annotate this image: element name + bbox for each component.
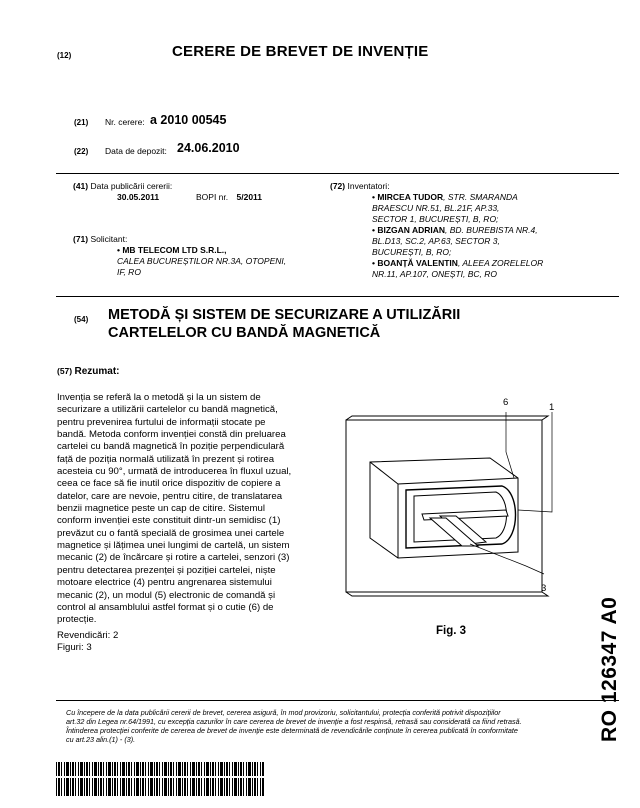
barcode: [56, 762, 264, 796]
abstract-label: Rezumat:: [74, 366, 120, 377]
invention-title: [108, 306, 460, 342]
inventor-3: [372, 258, 543, 280]
inventor-address-line: BL.D13, SC.2, AP.63, SECTOR 3,: [372, 236, 500, 246]
footnote-line: cu art.23 alin.(1) - (3).: [66, 735, 136, 744]
abstract-line: pentru prevenirea furtului de informații stocate pe: [57, 416, 266, 428]
barcode-gap: [56, 776, 264, 778]
inventor-address-line: BRAESCU NR.51, BL.21F, AP.33,: [372, 203, 500, 213]
application-number-value: a 2010 00545: [150, 113, 227, 127]
inventor-address-line: SECTOR 1, BUCUREȘTI, B, RO;: [372, 214, 499, 224]
footnote-line: art.32 din Legea nr.64/1991, cu excepția cazurilor în care cererea de brevet de invenție a fost respinsă, retrasă sau considerată ca fiind retrasă.: [66, 717, 522, 726]
bopi-label: BOPI nr.: [196, 192, 229, 202]
claims-summary: [57, 630, 118, 654]
publication-date: 30.05.2011: [117, 192, 160, 202]
section-code-12: (12): [57, 51, 72, 60]
inventor-address: , STR. SMARANDA: [443, 192, 518, 202]
inventor-address-line: NR.11, AP.107, ONEȘTI, BC, RO: [372, 269, 498, 279]
abstract-line: mecanic (2), un modul (5) electronic de comandă și: [57, 589, 276, 601]
abstract-line: mecanic (2) de încărcare și rotire a cartelei, senzori (3): [57, 552, 290, 564]
applicant-label-text: Solicitant:: [90, 234, 128, 244]
filing-date-label: Data de depozit:: [105, 146, 167, 156]
page-title: CERERE DE BREVET DE INVENȚIE: [172, 43, 429, 60]
inventor-name: • BOANȚĂ VALENTIN: [372, 258, 458, 268]
figures-count: Figuri: 3: [57, 642, 92, 653]
inventors-label-text: Inventatori:: [347, 181, 390, 191]
claims-count: Revendicări: 2: [57, 630, 119, 641]
section-code-71: (71): [73, 234, 89, 244]
figure-3-drawing: [330, 392, 570, 610]
publication-date-label: Data publicării cererii:: [90, 181, 173, 191]
applicant-label: [73, 234, 127, 245]
abstract-line: prevăzut cu o fantă specială de grosimea unei cartele: [57, 527, 285, 539]
divider-top: [56, 173, 619, 174]
abstract-line: magnetice și lățimea unei lungimi de cartelă, un sistem: [57, 540, 290, 552]
abstract-line: motoare electrice (4) pentru angrenarea sistemului: [57, 577, 272, 589]
abstract-line: față de poziția normală utilizată în prezent și rotirea: [57, 453, 275, 465]
inventor-address-line: BUCUREȘTI, B, RO;: [372, 247, 452, 257]
abstract-line: pentru detectarea prezenței și poziției cartelei, niște: [57, 564, 276, 576]
inventor-name: • BIZGAN ADRIAN: [372, 225, 446, 235]
abstract-line: bandă. Metoda conform invenției constă din preluarea: [57, 429, 286, 441]
inventors-label: [330, 181, 390, 192]
applicant-address-1: CALEA BUCUREȘTILOR NR.3A, OTOPENI,: [117, 256, 287, 266]
abstract-line: protecție.: [57, 614, 97, 626]
applicant-name: • MB TELECOM LTD S.R.L.,: [117, 245, 227, 255]
figure-caption: Fig. 3: [436, 625, 467, 637]
abstract-heading: [57, 366, 120, 377]
section-code-57: (57): [57, 366, 73, 376]
abstract-line: cartelei cu bandă magnetică în poziție perpendiculară: [57, 441, 285, 453]
section-code-54: (54): [74, 315, 89, 324]
abstract-line: acesteia cu 90°, urmată de introducerea în fluxul uzual,: [57, 466, 292, 478]
applicant-address-2: IF, RO: [117, 267, 141, 277]
inventor-1: [372, 192, 518, 225]
inventor-address: , BD. BUREBISTA NR.4,: [445, 225, 538, 235]
abstract-line: securizare a utilizării cartelelor cu bandă magnetică,: [57, 404, 278, 416]
section-code-22: (22): [74, 147, 89, 156]
filing-date-value: 24.06.2010: [177, 141, 240, 155]
section-code-41: (41): [73, 181, 89, 191]
section-code-72: (72): [330, 181, 346, 191]
abstract-line: control al ansamblului astfel format și o cutie (6) de: [57, 601, 274, 613]
bopi-number: [196, 192, 262, 203]
abstract-line: ceea ce face să fie inutil orice dispozitiv de copiere a: [57, 478, 281, 490]
document-number: RO 126347 A0: [598, 596, 621, 742]
inventor-address: , ALEEA ZORELELOR: [457, 258, 544, 268]
figure-label-3: 3: [541, 583, 547, 594]
application-number-label: Nr. cerere:: [105, 117, 145, 127]
inventor-name: • MIRCEA TUDOR: [372, 192, 444, 202]
abstract-line: benzii magnetice peste un cap de citire. Sistemul: [57, 503, 265, 515]
abstract-body: [57, 392, 311, 627]
divider-middle: [56, 296, 619, 297]
figure-label-6: 6: [503, 397, 509, 408]
footnote-line: Întinderea protecției conferite de cererea de brevet de invenție este determinată de revendicările conținute în cererea publicată în conformitate: [66, 726, 518, 735]
abstract-line: conform invenției este constituit dintr-un semidisc (1): [57, 515, 281, 527]
section-code-21: (21): [74, 118, 89, 127]
figure-label-1: 1: [549, 402, 555, 413]
legal-footnote: [66, 708, 596, 744]
inventor-2: [372, 225, 538, 258]
footnote-line: Cu începere de la data publicării cererii de brevet, cererea asigură, în mod provizoriu, solicitantului, protecția conferită potrivit dispozițiilor: [66, 708, 501, 717]
bopi-value: 5/2011: [236, 192, 263, 202]
divider-bottom: [56, 700, 619, 701]
invention-title-line-2: CARTELELOR CU BANDĂ MAGNETICĂ: [108, 325, 381, 341]
invention-title-line-1: METODĂ ȘI SISTEM DE SECURIZARE A UTILIZĂRII: [108, 307, 461, 323]
abstract-line: Invenția se referă la o metodă și la un sistem de: [57, 392, 261, 403]
abstract-line: datelor, care are nevoie, pentru citire, de translatarea: [57, 490, 283, 502]
publication-label: [73, 181, 172, 192]
